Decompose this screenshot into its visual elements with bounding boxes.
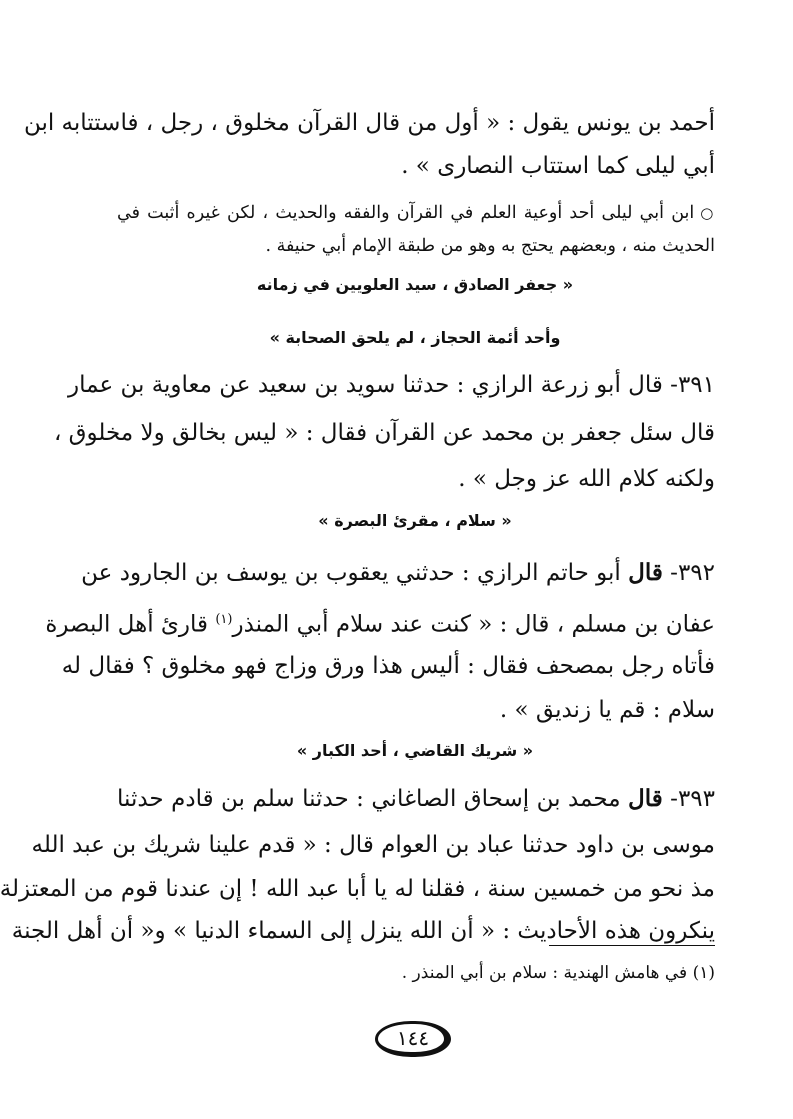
note-line: الحديث منه ، وبعضهم يحتج به وهو من طبقة الإمام أبي حنيفة . — [265, 236, 715, 256]
page-number: ١٤٤ — [396, 1026, 430, 1050]
footnote-marker[interactable]: (١) — [215, 612, 233, 627]
paragraph-line: أبي ليلى كما استتاب النصارى » . — [401, 153, 715, 179]
entry-393-line: ٣٩٣- قال محمد بن إسحاق الصاغاني : حدثنا سلم بن قادم حدثنا — [117, 785, 715, 812]
entry-393-line: مذ نحو من خمسين سنة ، فقلنا له يا أبا عبد الله ! إن عندنا قوم من المعتزلة — [0, 876, 715, 902]
entry-392-line: سلام : قم يا زنديق » . — [499, 697, 715, 723]
page-number-badge — [375, 1021, 455, 1061]
entry-392-line: ٣٩٢- قال أبو حاتم الرازي : حدثني يعقوب بن يوسف بن الجارود عن — [81, 559, 715, 586]
qal-word: قال — [627, 785, 663, 812]
entry-392-line: فأتاه رجل بمصحف فقال : أليس هذا ورق وزاج فهو مخلوق ؟ فقال له — [61, 653, 715, 679]
entry-393-line: ينكرون هذه الأحاديث : « أن الله ينزل إلى السماء الدنيا » و« أن أهل الجنة — [11, 918, 715, 944]
bullet-circle-icon: ○ — [700, 204, 715, 222]
note-line: ○ابن أبي ليلى أحد أوعية العلم في القرآن والفقه والحديث ، لكن غيره أثبت في — [117, 203, 715, 223]
entry-391-line: ولكنه كلام الله عز وجل » . — [458, 466, 715, 492]
entry-number: ٣٩٣ — [677, 786, 715, 812]
entry-391-line: ٣٩١- قال أبو زرعة الرازي : حدثنا سويد بن سعيد عن معاوية بن عمار — [68, 372, 715, 398]
section-heading: « جعفر الصادق ، سيد العلويين في زمانه — [256, 275, 574, 294]
footnote-divider — [549, 945, 715, 946]
entry-392-line: عفان بن مسلم ، قال : « كنت عند سلام أبي المنذر$^{(١)}$ قارئ أهل البصرة — [45, 611, 715, 638]
footnote: (١) في هامش الهندية : سلام بن أبي المنذر . — [401, 963, 715, 983]
section-heading: وأحد أئمة الحجاز ، لم يلحق الصحابة » — [269, 328, 561, 347]
qal-word: قال — [628, 559, 663, 586]
entry-number: ٣٩٢ — [677, 560, 715, 586]
entry-number: ٣٩١ — [677, 372, 715, 398]
entry-391-line: قال سئل جعفر بن محمد عن القرآن فقال : « ليس بخالق ولا مخلوق ، — [53, 420, 715, 446]
section-heading: « شريك القاضي ، أحد الكبار » — [296, 741, 534, 760]
entry-393-line: موسى بن داود حدثنا عباد بن العوام قال : « قدم علينا شريك بن عبد الله — [31, 832, 715, 858]
section-heading: « سلام ، مقرئ البصرة » — [318, 511, 512, 530]
paragraph-line: أحمد بن يونس يقول : « أول من قال القرآن مخلوق ، رجل ، فاستتابه ابن — [23, 110, 715, 136]
